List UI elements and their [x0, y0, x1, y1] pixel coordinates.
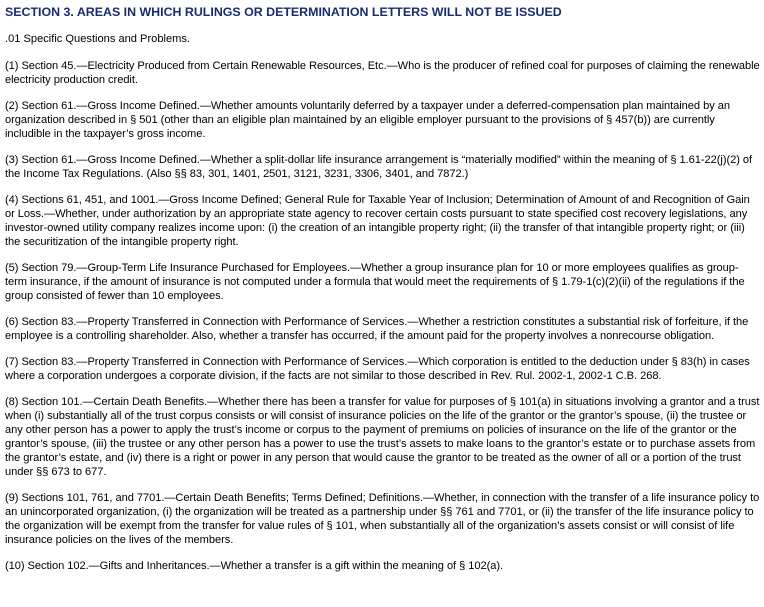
paragraph-10: (10) Section 102.—Gifts and Inheritances.—Whether a transfer is a gift within the meaning of § 102(a). — [5, 560, 504, 572]
section-heading: SECTION 3. AREAS IN WHICH RULINGS OR DETERMINATION LETTERS WILL NOT BE ISSUED — [5, 5, 562, 19]
subsection-heading: .01 Specific Questions and Problems. — [5, 33, 190, 45]
paragraph-4: (4) Sections 61, 451, and 1001.—Gross Income Defined; General Rule for Taxable Year of Inclusion; Determination of Amount of and Recognition of Gain or Loss.—Whether, under authorization by an appropriate state agency to recover certain costs pursuant to state specified cost recovery legislations, any investor-owned utility company realizes income upon: (i) the creation of an intangible property right; (ii) the transfer of that intangible property right; or (iii) the securitization of the intangible property right. — [5, 194, 750, 248]
paragraph-6: (6) Section 83.—Property Transferred in Connection with Performance of Services.—Whether a restriction constitutes a substantial risk of forfeiture, if the employee is a controlling shareholder. Also, whether a transfer has occurred, if the amount paid for the property involves a nonrecourse obligation. — [5, 316, 749, 342]
paragraph-9: (9) Sections 101, 761, and 7701.—Certain Death Benefits; Terms Defined; Definitions.—Whether, in connection with the transfer of a life insurance policy to an unincorporated organization, (i) the organization will be treated as a partnership under §§ 761 and 7701, or (ii) the transfer of the life insurance policy to the organization will be exempt from the transfer for value rules of § 101, when substantially all of the organization’s assets consist or will consist of life insurance policies on the lives of the members. — [5, 492, 760, 546]
paragraph-2: (2) Section 61.—Gross Income Defined.—Whether amounts voluntarily deferred by a taxpayer under a deferred-compensation plan maintained by an organization described in § 501 (other than an eligible plan maintained by an eligible employer pursuant to the provisions of § 457(b)) are currently includible in the taxpayer’s gross income. — [5, 100, 730, 140]
paragraph-8: (8) Section 101.—Certain Death Benefits.—Whether there has been a transfer for value for purposes of § 101(a) in situations involving a grantor and a trust when (i) substantially all of the trust corpus consists or will consist of insurance policies on the life of the grantor or the grantor’s spouse, (ii) the trustee or any other person has a power to apply the trust’s income or corpus to the payment of premiums on policies of insurance on the life of the grantor or the grantor’s spouse, (iii) the trustee or any other person has a power to use the trust’s assets to make loans to the grantor’s estate or to purchase assets from the grantor’s estate, and (iv) there is a right or power in any person that would cause the grantor to be treated as the owner of all or a portion of the trust under §§ 673 to 677. — [5, 396, 760, 478]
paragraph-3: (3) Section 61.—Gross Income Defined.—Whether a split-dollar life insurance arrangement is “materially modified” within the meaning of § 1.61-22(j)(2) of the Income Tax Regulations. (Also §§ 83, 301, 1401, 2501, 3121, 3231, 3306, 3401, and 7872.) — [5, 154, 753, 180]
paragraph-5: (5) Section 79.—Group-Term Life Insurance Purchased for Employees.—Whether a group insurance plan for 10 or more employees qualifies as group-term insurance, if the amount of insurance is not computed under a formula that would meet the requirements of § 1.79-1(c)(2)(ii) of the regulations if the group consisted of fewer than 10 employees. — [5, 262, 745, 302]
paragraph-1: (1) Section 45.—Electricity Produced from Certain Renewable Resources, Etc.—Who is the producer of refined coal for purposes of claiming the renewable electricity production credit. — [5, 60, 760, 86]
paragraph-7: (7) Section 83.—Property Transferred in Connection with Performance of Services.—Which corporation is entitled to the deduction under § 83(h) in cases where a corporation undergoes a corporate division, if the facts are not similar to those described in Rev. Rul. 2002-1, 2002-1 C.B. 268. — [5, 356, 750, 382]
